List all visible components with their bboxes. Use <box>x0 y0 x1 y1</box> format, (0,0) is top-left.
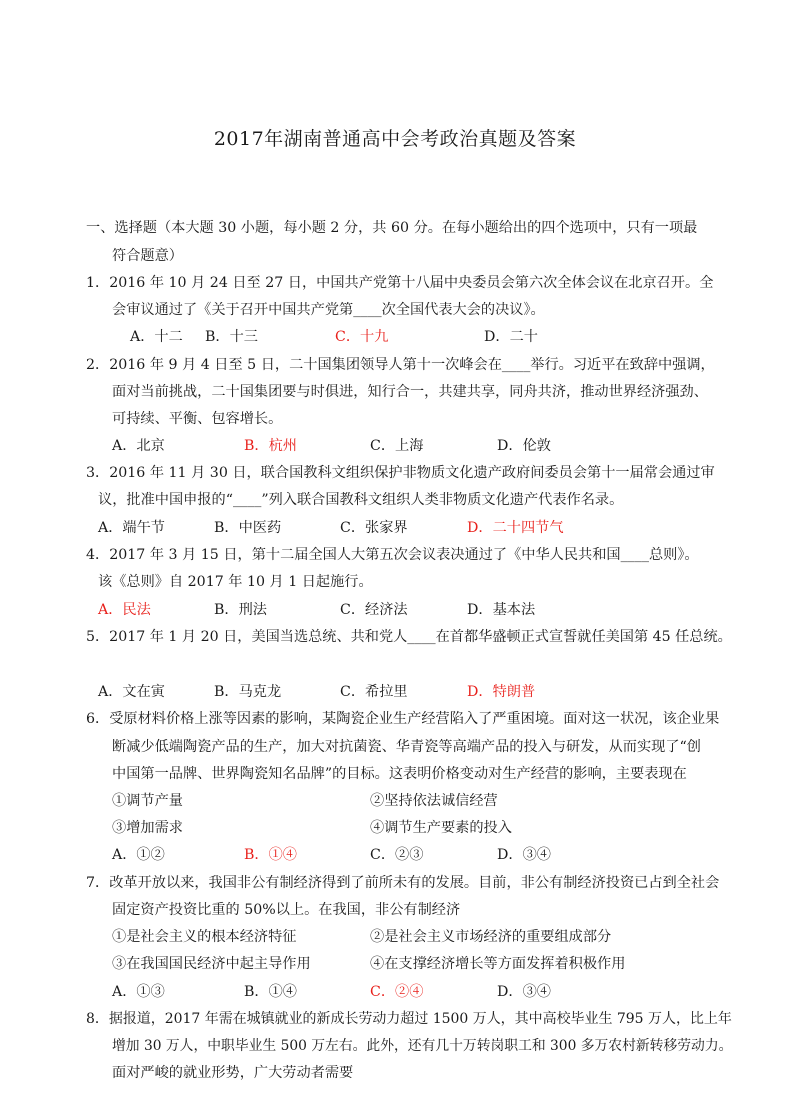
q4-option-b: B．刑法 <box>214 602 267 618</box>
q1-option-a: A．十二 <box>130 329 183 345</box>
q7-line: 7．改革开放以来，我国非公有制经济得到了前所未有的发展。目前，非公有制经济投资已占到全社会 <box>86 875 720 891</box>
q7-statement: ①是社会主义的根本经济特征 <box>112 929 297 945</box>
section-heading: 一、选择题（本大题 30 小题，每小题 2 分，共 60 分。在每小题给出的四个选项中，只有一项最 <box>86 220 698 236</box>
q3-line: 3．2016 年 11 月 30 日，联合国教科文组织保护非物质文化遗产政府间委员会第十一届常会通过审 <box>86 465 715 481</box>
q7-option-a: A．①③ <box>112 984 165 1000</box>
q8-line: 增加 30 万人，中职毕业生 500 万左右。此外，还有几十万转岗职工和 300 多万农村新转移劳动力。 <box>112 1038 733 1054</box>
q4-option-c: C．经济法 <box>340 602 408 618</box>
q1-option-c-answer: C．十九 <box>335 329 389 345</box>
q3-option-b: B．中医药 <box>214 520 282 536</box>
q2-line: 可持续、平衡、包容增长。 <box>112 411 283 427</box>
q2-option-b-answer: B．杭州 <box>244 438 297 454</box>
q3-option-d-answer: D．二十四节气 <box>467 520 564 536</box>
q2-option-d: D．伦敦 <box>497 438 551 454</box>
q6-option-d: D．③④ <box>497 847 551 863</box>
q6-option-a: A．①② <box>112 847 165 863</box>
q6-statement: ③增加需求 <box>112 820 183 836</box>
q2-line: 2．2016 年 9 月 4 日至 5 日，二十国集团领导人第十一次峰会在____举行。习近平在致辞中强调， <box>86 357 715 373</box>
q2-option-a: A．北京 <box>112 438 165 454</box>
q6-statement: ②坚持依法诚信经营 <box>370 793 498 809</box>
q2-line: 面对当前挑战，二十国集团要与时俱进，知行合一，共建共享，同舟共济，推动世界经济强劲、 <box>112 384 708 400</box>
q6-option-b-answer: B．①④ <box>244 847 297 863</box>
q4-option-d: D．基本法 <box>467 602 536 618</box>
q5-option-d-answer: D．特朗普 <box>467 684 536 700</box>
q2-option-c: C．上海 <box>370 438 424 454</box>
q7-option-c-answer: C．②④ <box>370 984 424 1000</box>
q3-line: 议，批准中国申报的“____”列入联合国教科文组织人类非物质文化遗产代表作名录。 <box>98 492 624 508</box>
q6-option-c: C．②③ <box>370 847 424 863</box>
q1-line: 1．2016 年 10 月 24 日至 27 日，中国共产党第十八届中央委员会第六次全体会议在北京召开。全 <box>86 275 714 291</box>
q5-option-c: C．希拉里 <box>340 684 408 700</box>
q3-option-c: C．张家界 <box>340 520 408 536</box>
q6-statement: ④调节生产要素的投入 <box>370 820 512 836</box>
q3-option-a: A．端午节 <box>98 520 165 536</box>
q4-line: 该《总则》自 2017 年 10 月 1 日起施行。 <box>98 574 373 590</box>
q7-option-d: D．③④ <box>497 984 551 1000</box>
page-title: 2017年湖南普通高中会考政治真题及答案 <box>213 128 577 150</box>
q8-line: 面对严峻的就业形势，广大劳动者需要 <box>112 1065 354 1081</box>
section-heading-cont: 符合题意） <box>112 248 183 264</box>
q4-option-a-answer: A．民法 <box>98 602 151 618</box>
q5-option-b: B．马克龙 <box>214 684 282 700</box>
q1-option-b: B．十三 <box>205 329 258 345</box>
q5-line: 5．2017 年 1 月 20 日，美国当选总统、共和党人____在首都华盛顿正式宣誓就任美国第 45 任总统。 <box>86 629 732 645</box>
q7-statement: ②是社会主义市场经济的重要组成部分 <box>370 929 612 945</box>
q7-line: 固定资产投资比重的 50%以上。在我国，非公有制经济 <box>112 902 461 918</box>
q6-statement: ①调节产量 <box>112 793 183 809</box>
q6-line: 6．受原材料价格上涨等因素的影响，某陶瓷企业生产经营陷入了严重困境。面对这一状况，该企业果 <box>86 711 720 727</box>
q1-line: 会审议通过了《关于召开中国共产党第____次全国代表大会的决议》。 <box>112 302 545 318</box>
q6-line: 中国第一品牌、世界陶瓷知名品牌”的目标。这表明价格变动对生产经营的影响，主要表现在 <box>112 766 687 782</box>
q5-option-a: A．文在寅 <box>98 684 165 700</box>
q8-line: 8．据报道，2017 年需在城镇就业的新成长劳动力超过 1500 万人，其中高校毕业生 795 万人，比上年 <box>86 1011 732 1027</box>
q7-option-b: B．①④ <box>244 984 297 1000</box>
q7-statement: ③在我国国民经济中起主导作用 <box>112 956 311 972</box>
q7-statement: ④在支撑经济增长等方面发挥着积极作用 <box>370 956 626 972</box>
q6-line: 断减少低端陶瓷产品的生产，加大对抗菌瓷、华青瓷等高端产品的投入与研发，从而实现了“创 <box>112 739 701 755</box>
q1-option-d: D．二十 <box>484 329 538 345</box>
q4-line: 4．2017 年 3 月 15 日，第十二届全国人大第五次会议表决通过了《中华人民共和国____总则》。 <box>86 547 699 563</box>
